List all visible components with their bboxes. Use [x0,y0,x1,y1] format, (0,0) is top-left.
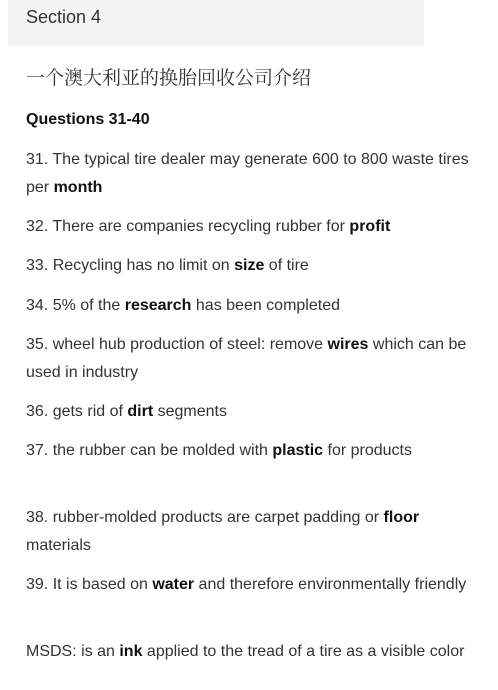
question-text-after: materials [26,537,91,554]
question-text: 39. It is based on [26,576,153,593]
question-text: 36. gets rid of [26,403,128,420]
question-text: 32. There are companies recycling rubber for [26,218,350,235]
question-item [26,146,481,202]
keyword: plastic [272,442,324,459]
question-text: 33. Recycling has no limit on [26,257,235,274]
section-title: Section 4 [26,7,102,27]
question-item [26,331,481,387]
question-text-after: of tire [264,257,309,274]
keyword: month [53,179,103,196]
question-text: 37. the rubber can be molded with [26,442,273,459]
question-item [26,571,481,599]
question-item [26,504,481,560]
question-item [26,292,481,320]
keyword: water [152,576,195,593]
keyword: dirt [127,403,154,420]
keyword: floor [383,509,420,526]
questions-label: Questions 31-40 [26,111,150,128]
question-text-after: and therefore environmentally friendly [194,576,467,593]
question-text-after: applied to the tread of a tire as a visible color [142,643,465,660]
keyword: wires [327,336,369,353]
question-text-after: segments [153,403,227,420]
question-text: 34. 5% of the [26,297,125,314]
question-item [26,398,481,426]
question-text: MSDS: is an [26,643,120,660]
question-item [26,252,481,280]
question-text-after: for products [323,442,412,459]
msds-item [26,638,481,666]
question-text-after: has been completed [191,297,340,314]
question-text: 31. The typical tire dealer may generate 600 to 800 waste tires per [26,151,469,196]
question-text-after: which can be used in industry [26,336,467,381]
question-item [26,437,481,465]
keyword: size [234,257,265,274]
question-text: 38. rubber-molded products are carpet padding or [26,509,384,526]
page-heading: 一个澳大利亚的换胎回收公司介绍 [26,67,312,89]
keyword: research [124,297,192,314]
keyword: ink [119,643,143,660]
keyword: profit [349,218,391,235]
question-text: 35. wheel hub production of steel: remove [26,336,328,353]
question-item [26,213,481,241]
